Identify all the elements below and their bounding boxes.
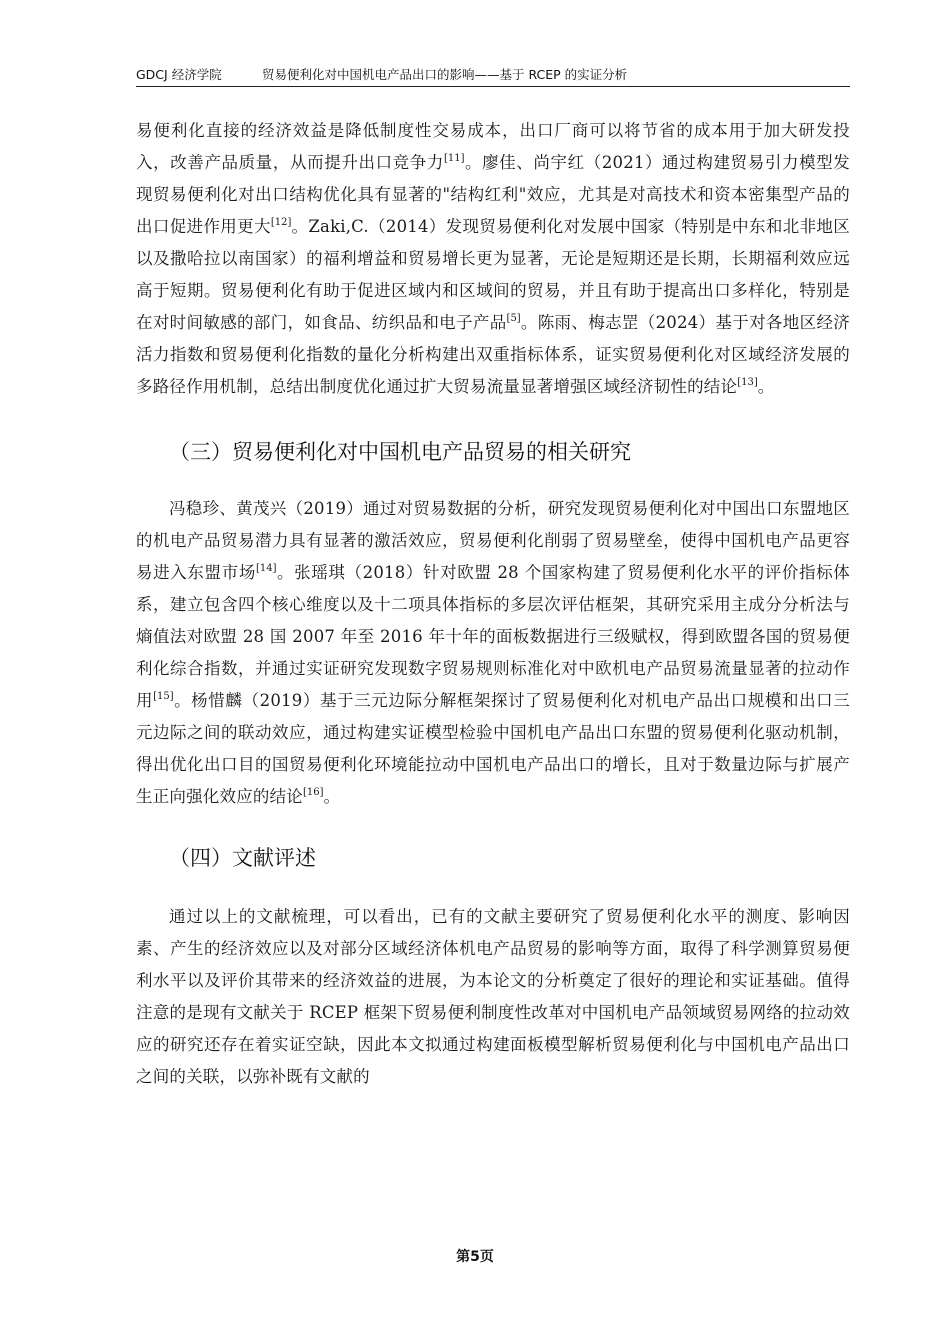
section-heading-3: （三）贸易便利化对中国机电产品贸易的相关研究 — [169, 440, 631, 464]
section-heading-4: （四）文献评述 — [169, 846, 316, 870]
page-number: 第5页 — [456, 1249, 494, 1265]
paragraph-text: 。Zaki,C.（2014）发现贸易便利化对发展中国家（特别是中东和北非地区以及撒哈拉以南国家）的福利增益和贸易增长更为显著，无论是短期还是长期，长期福利效应远高于短期。贸易便利化有助于促进区域内和区域间的贸易，并且有助于提高出口多样化，特别是在对时间敏感的部门，如食品、纺织品和电子产品 — [136, 217, 850, 332]
page-body — [136, 115, 850, 1093]
paragraph-text: 。张瑶琪（2018）针对欧盟 28 个国家构建了贸易便利化水平的评价指标体系，建立包含四个核心维度以及十二项具体指标的多层次评估框架，其研究采用主成分分析法与熵值法对欧盟 28 国 2007 年至 2016 年十年的面板数据进行三级赋权，得到欧盟各国的贸易便利化综合指数，并通过实证研究发现数字贸易规则标准化对中欧机电产品贸易流量显著的拉动作用 — [136, 563, 850, 710]
paragraph-section-4: 通过以上的文献梳理，可以看出，已有的文献主要研究了贸易便利化水平的测度、影响因素、产生的经济效应以及对部分区域经济体机电产品贸易的影响等方面，取得了科学测算贸易便利水平以及评价其带来的经济效益的进展，为本论文的分析奠定了很好的理论和实证基础。值得注意的是现有文献关于 RCEP 框架下贸易便利制度性改革对中国机电产品领域贸易网络的拉动效应的研究还存在着实证空缺，因此本文拟通过构建面板模型解析贸易便利化与中国机电产品出口之间的关联，以弥补既有文献的 — [136, 907, 850, 1086]
paragraph-text: 。 — [757, 377, 775, 396]
citation-ref: [11] — [444, 153, 465, 164]
paragraph-text: 。陈雨、梅志罡（2024）基于对各地区经济活力指数和贸易便利化指数的量化分析构建出双重指标体系，证实贸易便利化对区域经济发展的多路径作用机制，总结出制度优化通过扩大贸易流量显著增强区域经济韧性的结论 — [136, 313, 850, 396]
citation-ref: [5] — [506, 313, 521, 324]
citation-ref: [15] — [153, 691, 174, 702]
citation-ref: [13] — [737, 377, 758, 388]
paragraph-text: 。杨惜麟（2019）基于三元边际分解框架探讨了贸易便利化对机电产品出口规模和出口三元边际之间的联动效应，通过构建实证模型检验中国机电产品出口东盟的贸易便利化驱动机制，得出优化出口目的国贸易便利化环境能拉动中国机电产品出口的增长，且对于数量边际与扩展产生正向强化效应的结论 — [136, 691, 850, 806]
paragraph-text: 易便利化直接的经济效益是降低制度性交易成本，出口厂商可以将节省的成本用于加大研发投入，改善产品质量，从而提升出口竞争力 — [136, 121, 850, 172]
paragraph-section-3 — [136, 493, 850, 813]
citation-ref: [12] — [270, 217, 292, 228]
paragraph-text: 冯稳珍、黄茂兴（2019）通过对贸易数据的分析，研究发现贸易便利化对中国出口东盟地区的机电产品贸易潜力具有显著的激活效应，贸易便利化削弱了贸易壁垒，使得中国机电产品更容易进入东盟市场 — [136, 499, 850, 582]
page-header — [136, 66, 850, 87]
citation-ref: [14] — [255, 563, 277, 574]
paragraph-continued — [136, 115, 850, 403]
paragraph-text: 。 — [323, 787, 341, 806]
paragraph-text: 。廖佳、尚宇红（2021）通过构建贸易引力模型发现贸易便利化对出口结构优化具有显著的"结构红利"效应，尤其是对高技术和资本密集型产品的出口促进作用更大 — [136, 153, 850, 236]
citation-ref: [16] — [303, 787, 324, 798]
header-paper-title: 贸易便利化对中国机电产品出口的影响——基于 RCEP 的实证分析 — [262, 67, 628, 82]
header-institution: GDCJ 经济学院 — [136, 67, 222, 82]
